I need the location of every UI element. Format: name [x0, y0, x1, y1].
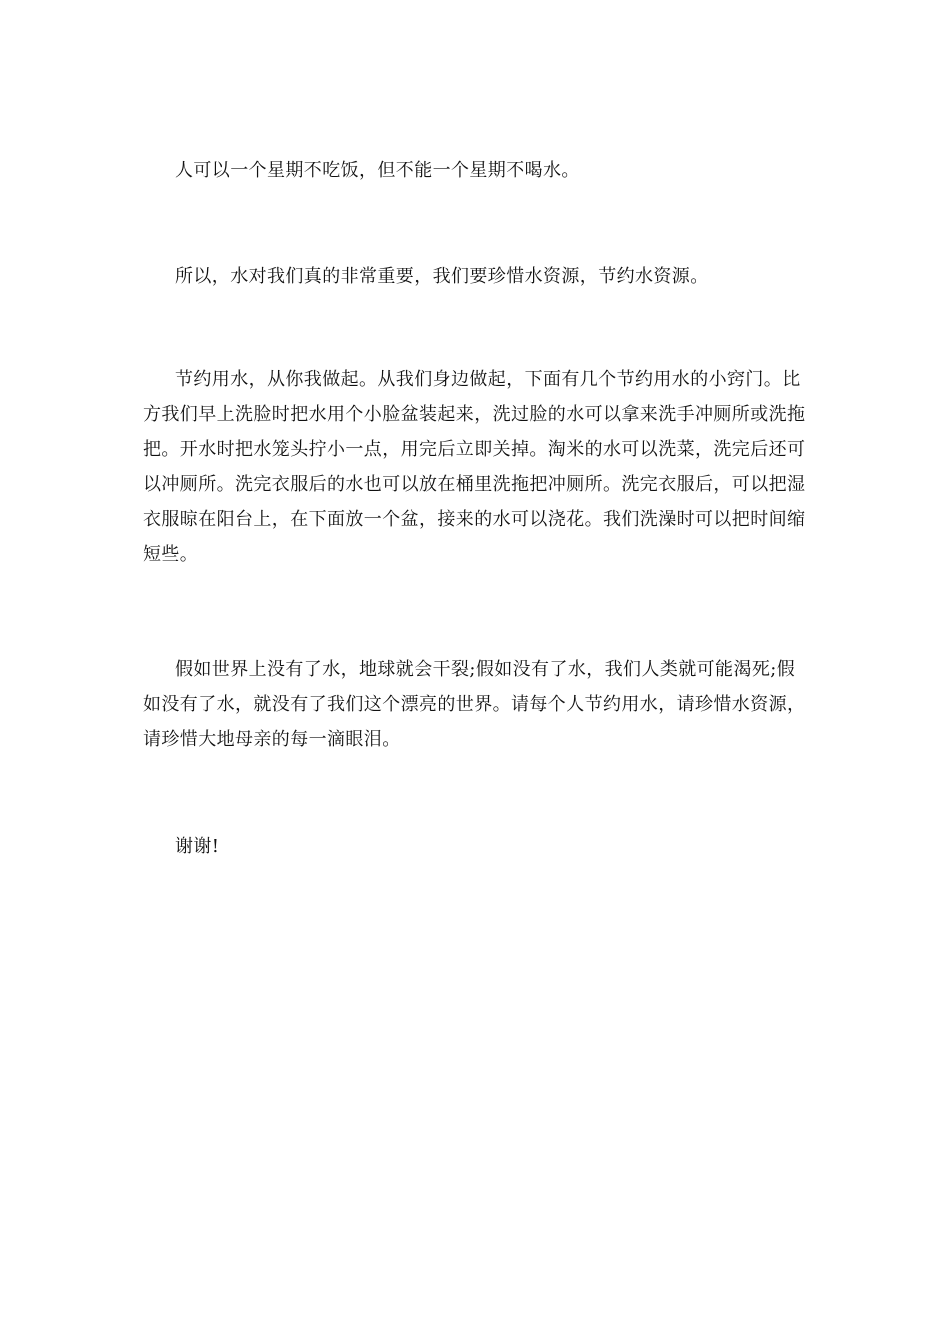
paragraph-3: 节约用水，从你我做起。从我们身边做起，下面有几个节约用水的小窍门。比方我们早上洗脸时把水用个小脸盆装起来，洗过脸的水可以拿来洗手冲厕所或洗拖把。开水时把水笼头拧小一点，用完后立即关掉。淘米的水可以洗菜，洗完后还可以冲厕所。洗完衣服后的水也可以放在桶里洗拖把冲厕所。洗完衣服后，可以把湿衣服晾在阳台上，在下面放一个盆，接来的水可以浇花。我们洗澡时可以把时间缩短些。 — [143, 369, 806, 565]
paragraph-2: 所以，水对我们真的非常重要，我们要珍惜水资源，节约水资源。 — [175, 266, 709, 287]
paragraph-4: 假如世界上没有了水，地球就会干裂;假如没有了水，我们人类就可能渴死;假如没有了水，就没有了我们这个漂亮的世界。请每个人节约用水，请珍惜水资源，请珍惜大地母亲的每一滴眼泪。 — [143, 659, 806, 750]
closing-thanks: 谢谢! — [175, 836, 220, 857]
paragraph-1: 人可以一个星期不吃饭，但不能一个星期不喝水。 — [175, 160, 580, 181]
